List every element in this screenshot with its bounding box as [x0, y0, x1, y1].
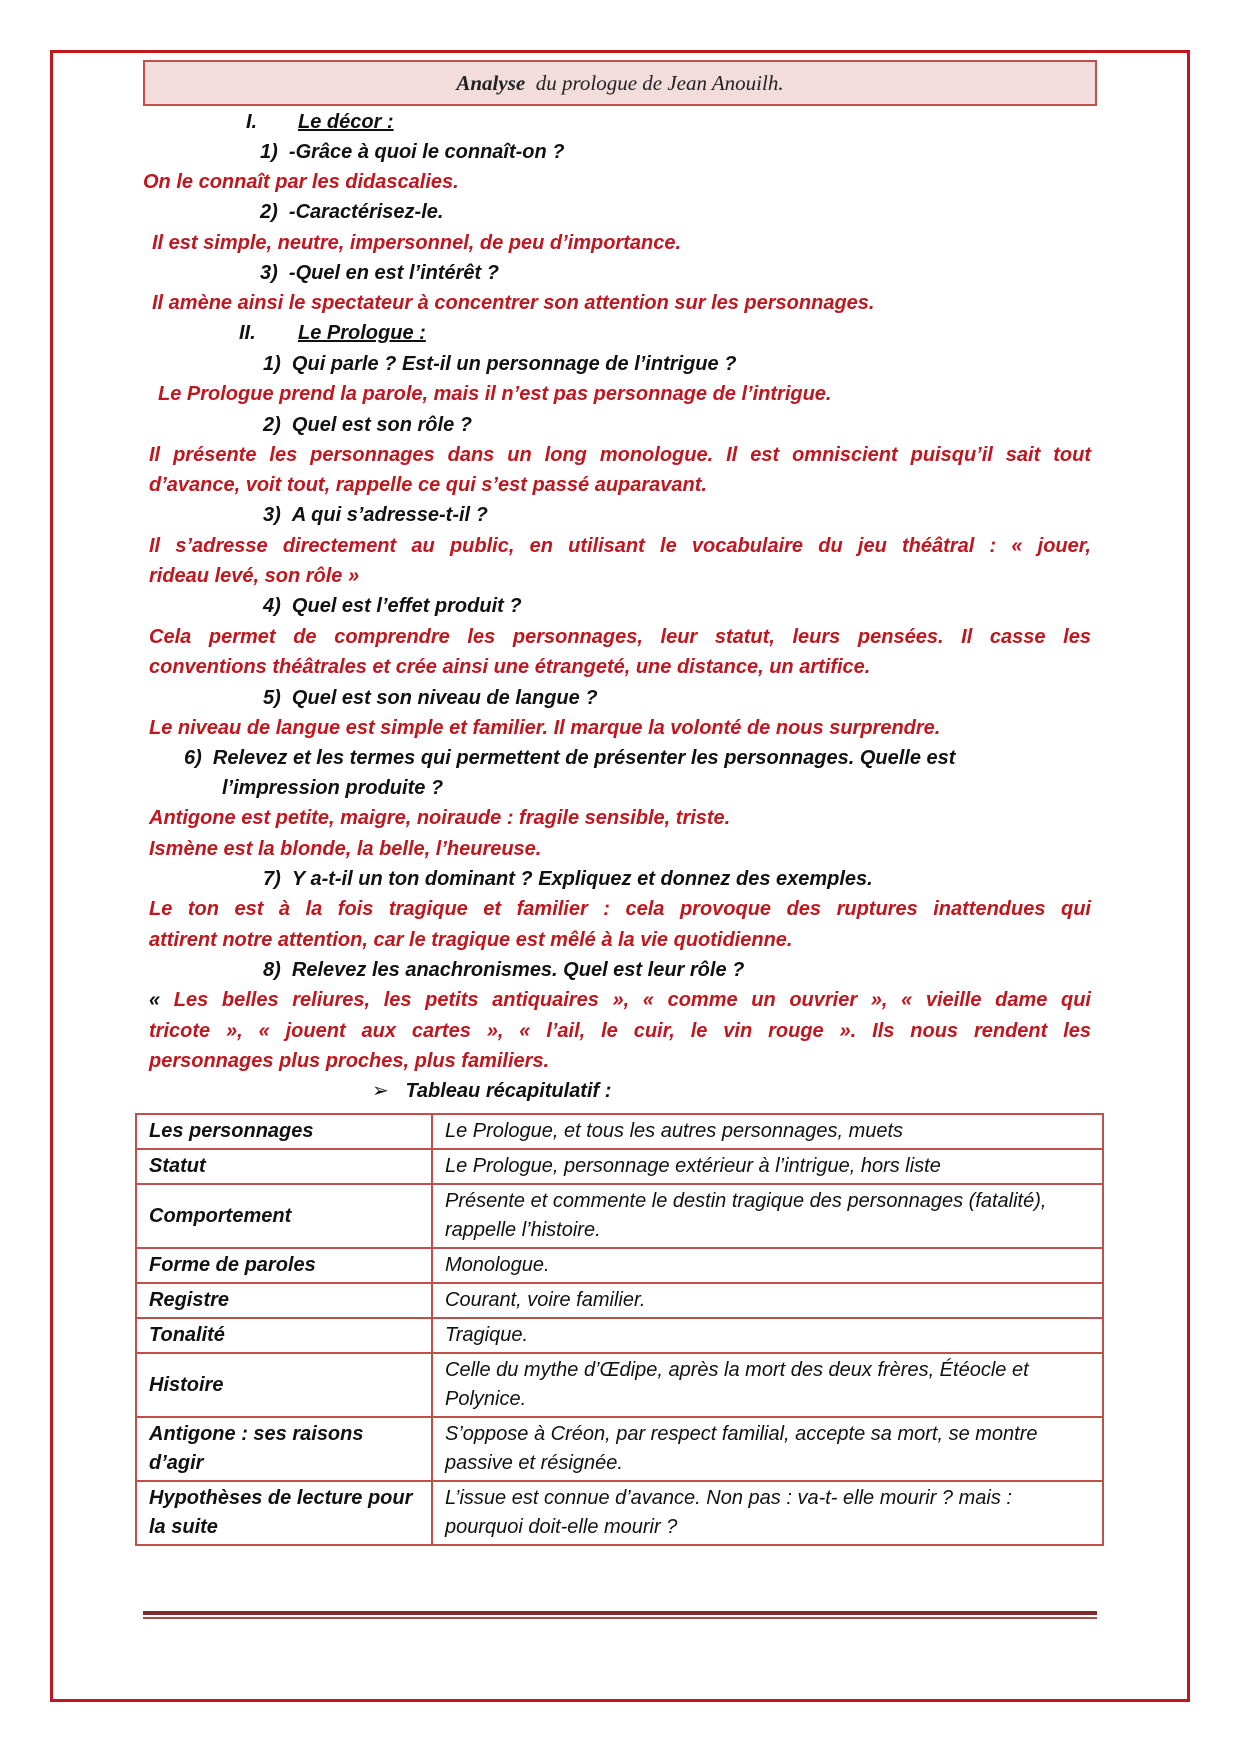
row-value: Le Prologue, personnage extérieur à l’intrigue, hors liste — [432, 1149, 1103, 1184]
question-2-6-line1 — [184, 743, 1090, 773]
table-row — [136, 1318, 1103, 1353]
row-value: S’oppose à Créon, par respect familial, accepte sa mort, se montre passive et résignée. — [432, 1417, 1103, 1481]
row-key: Histoire — [136, 1353, 432, 1417]
table-row — [136, 1184, 1103, 1248]
question-text: Relevez et les termes qui permettent de présenter les personnages. Quelle est — [212, 747, 956, 769]
question-text: Relevez les anachronismes. Quel est leur rôle ? — [291, 959, 745, 981]
question-text: Quel est l’effet produit ? — [291, 595, 522, 617]
answer-text: Les belles reliures, les petits antiquaires », « comme un ouvrier », « vieille dame qui — [173, 989, 1091, 1011]
question-number: 8) — [263, 959, 281, 981]
answer-2-8-line3: personnages plus proches, plus familiers. — [149, 1050, 550, 1072]
question-text: Quel est son rôle ? — [291, 414, 472, 436]
answer-2-6-line1: Antigone est petite, maigre, noiraude : fragile sensible, triste. — [149, 807, 731, 829]
question-1-2 — [260, 197, 443, 227]
row-key: Comportement — [136, 1184, 432, 1248]
question-text: -Grâce à quoi le connaît-on ? — [288, 141, 565, 163]
title-part1: Analyse — [456, 71, 526, 95]
question-number: 2) — [263, 414, 281, 436]
question-number: 3) — [260, 262, 278, 284]
question-2-6-line2: l’impression produite ? — [222, 777, 444, 799]
question-text: A qui s’adresse-t-il ? — [291, 504, 488, 526]
row-value: Le Prologue, et tous les autres personnages, muets — [432, 1114, 1103, 1149]
row-value: Celle du mythe d’Œdipe, après la mort des deux frères, Étéocle et Polynice. — [432, 1353, 1103, 1417]
question-2-5 — [263, 683, 598, 713]
answer-1-2: Il est simple, neutre, impersonnel, de peu d’importance. — [152, 232, 682, 254]
row-key: Forme de paroles — [136, 1248, 432, 1283]
recap-heading-text: Tableau récapitulatif : — [405, 1080, 612, 1102]
row-value: Courant, voire familier. — [432, 1283, 1103, 1318]
table-row — [136, 1248, 1103, 1283]
table-row — [136, 1149, 1103, 1184]
question-text: Y a-t-il un ton dominant ? Expliquez et donnez des exemples. — [291, 868, 873, 890]
question-2-4 — [263, 591, 522, 621]
answer-2-8-line1 — [149, 985, 1091, 1015]
row-key: Les personnages — [136, 1114, 432, 1149]
answer-1-1: On le connaît par les didascalies. — [143, 171, 459, 193]
table-row — [136, 1417, 1103, 1481]
question-text: Qui parle ? Est-il un personnage de l’intrigue ? — [291, 353, 737, 375]
footer-divider — [143, 1611, 1097, 1619]
row-value: Monologue. — [432, 1248, 1103, 1283]
question-1-3 — [260, 258, 499, 288]
title-part2: du prologue de Jean Anouilh. — [535, 71, 784, 95]
answer-2-8-line2: tricote », « jouent aux cartes », « l’ail, le cuir, le vin rouge ». Ils nous rendent les — [149, 1020, 1091, 1042]
answer-1-3: Il amène ainsi le spectateur à concentrer son attention sur les personnages. — [152, 292, 875, 314]
section2-number: II. — [239, 322, 256, 344]
answer-2-3-line2: rideau levé, son rôle » — [149, 565, 360, 587]
answer-2-4-line1: Cela permet de comprendre les personnages, leur statut, leurs pensées. Il casse les — [149, 626, 1091, 648]
question-number: 5) — [263, 687, 281, 709]
answer-2-3-line1: Il s’adresse directement au public, en utilisant le vocabulaire du jeu théâtral : « jouer, — [149, 535, 1091, 557]
row-value: Tragique. — [432, 1318, 1103, 1353]
section1-number: I. — [246, 111, 258, 133]
row-value: L’issue est connue d’avance. Non pas : va-t- elle mourir ? mais : pourquoi doit-elle mourir ? — [432, 1481, 1103, 1545]
question-number: 1) — [260, 141, 278, 163]
open-quote: « — [149, 989, 161, 1011]
answer-2-7-line1: Le ton est à la fois tragique et familier : cela provoque des ruptures inattendues qui — [149, 898, 1091, 920]
table-row — [136, 1481, 1103, 1545]
table-row — [136, 1283, 1103, 1318]
answer-2-2-line2: d’avance, voit tout, rappelle ce qui s’est passé auparavant. — [149, 474, 707, 496]
table-row — [136, 1114, 1103, 1149]
row-key: Tonalité — [136, 1318, 432, 1353]
row-value: Présente et commente le destin tragique des personnages (fatalité), rappelle l’histoire. — [432, 1184, 1103, 1248]
page-title — [143, 60, 1097, 106]
answer-2-1: Le Prologue prend la parole, mais il n’est pas personnage de l’intrigue. — [158, 383, 832, 405]
answer-2-4-line2: conventions théâtrales et crée ainsi une étrangeté, une distance, un artifice. — [149, 656, 871, 678]
section1-heading: Le décor : — [298, 111, 394, 133]
question-number: 6) — [184, 747, 202, 769]
row-key: Antigone : ses raisons d’agir — [136, 1417, 432, 1481]
row-key: Hypothèses de lecture pour la suite — [136, 1481, 432, 1545]
arrow-bullet-icon: ➢ — [372, 1080, 389, 1102]
question-2-2 — [263, 410, 472, 440]
row-key: Registre — [136, 1283, 432, 1318]
recap-heading — [372, 1076, 611, 1106]
answer-2-2-line1: Il présente les personnages dans un long monologue. Il est omniscient puisqu’il sait tout — [149, 444, 1091, 466]
question-number: 4) — [263, 595, 281, 617]
question-text: -Quel en est l’intérêt ? — [288, 262, 499, 284]
question-text: Quel est son niveau de langue ? — [291, 687, 598, 709]
answer-2-5: Le niveau de langue est simple et familier. Il marque la volonté de nous surprendre. — [149, 717, 941, 739]
recap-table — [135, 1113, 1104, 1546]
question-2-8 — [263, 955, 744, 985]
question-number: 2) — [260, 201, 278, 223]
question-2-1 — [263, 349, 736, 379]
question-number: 3) — [263, 504, 281, 526]
question-number: 7) — [263, 868, 281, 890]
question-2-3 — [263, 500, 488, 530]
section2-heading: Le Prologue : — [298, 322, 426, 344]
table-row — [136, 1353, 1103, 1417]
question-1-1 — [260, 137, 565, 167]
question-number: 1) — [263, 353, 281, 375]
question-text: -Caractérisez-le. — [288, 201, 444, 223]
answer-2-7-line2: attirent notre attention, car le tragique est mêlé à la vie quotidienne. — [149, 929, 793, 951]
question-2-7 — [263, 864, 873, 894]
answer-2-6-line2: Ismène est la blonde, la belle, l’heureuse. — [149, 838, 542, 860]
row-key: Statut — [136, 1149, 432, 1184]
